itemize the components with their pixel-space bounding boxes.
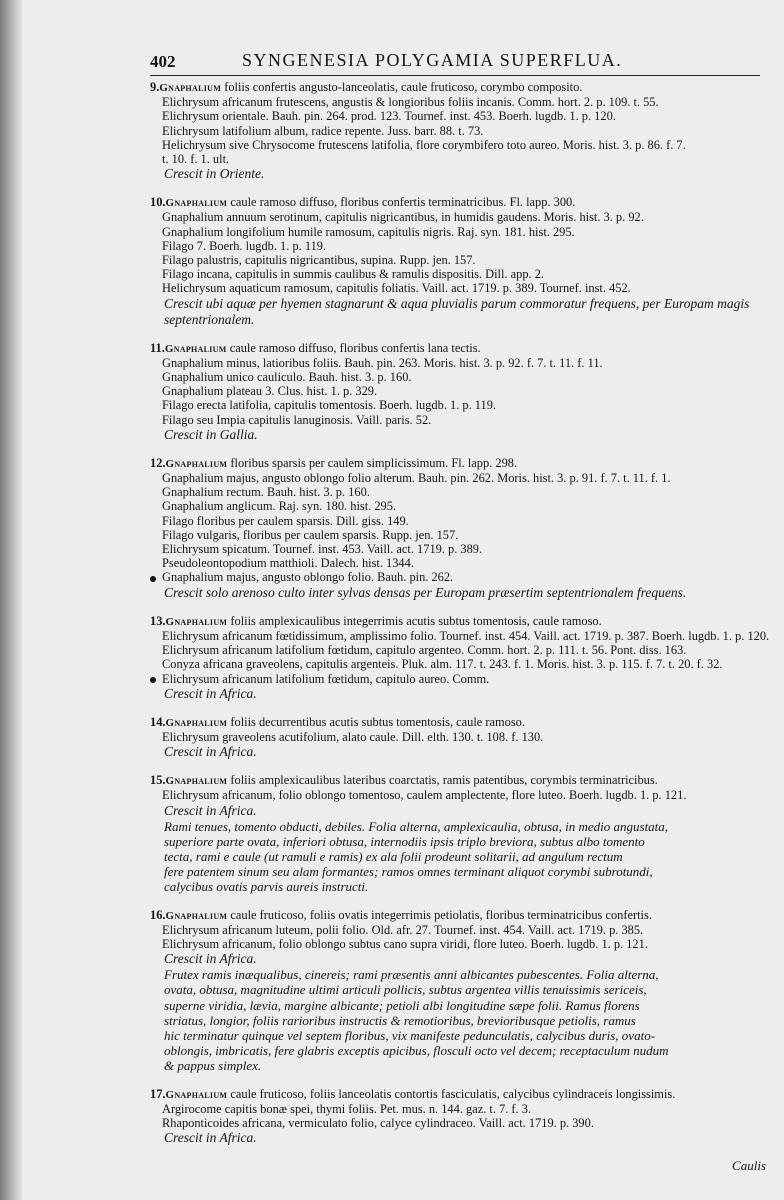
bullet-mark [150,677,156,683]
diagnosis-text: caule fruticoso, foliis lanceolatis contortis fasciculatis, calycibus cylindraceis longissimis. [230,1086,676,1101]
synonym-line [150,657,770,671]
synonym-text: Helichrysum aquaticum ramosum, capitulis foliatis. Vaill. act. 1719. p. 389. Tournef. inst. 452. [162,281,631,296]
description-line: ovata, obtusa, magnitudine ultimi articuli pollicis, subtus argentea villis tenuissimis sericeis, [164,982,647,998]
synonym-text: Elichrysum africanum, folio oblongo subtus cano supra viridi, flore luteo. Boerh. lugdb. 1. p. 121. [162,936,648,951]
entry-genus: Gnaphalium [165,197,228,210]
entry-diagnosis [150,773,770,788]
synonym-line [150,281,770,295]
synonym-line [150,109,770,123]
description-line: Rami tenues, tomento obducti, debiles. Folia alterna, amplexicaulia, obtusa, in medio angustata, [164,818,669,834]
synonym-text: Conyza africana graveolens, capitulis argenteis. Pluk. alm. 117. t. 243. f. 1. Moris. hist. 3. p. 115. f. 7. t. 20. f. 32. [162,657,723,672]
synonym-text: Gnaphalium annuum serotinum, capitulis nigricantibus, in humidis gaudens. Moris. hist. 3. p. 92. [162,210,644,225]
synonym-line [150,528,770,542]
entry-genus: Gnaphalium [165,909,228,922]
habitat-line: Crescit in Africa. [164,744,257,760]
running-head: SYNGENESIA POLYGAMIA SUPERFLUA. [242,50,623,70]
species-entry [150,773,770,894]
description-line: Frutex ramis inæqualibus, cinereis; rami præsentis anni albicantes pubescentes. Folia alterna, [164,967,659,983]
habitat-line: Crescit in Africa. [164,951,257,967]
entry-number: 13. [150,613,166,628]
synonym-text: Elichrysum africanum latifolium fœtidum, capitulo aureo. Comm. [162,671,490,686]
synonym-text: Filago 7. Boerh. lugdb. 1. p. 119. [162,238,327,253]
synonym-line [150,152,770,166]
synonym-text: Elichrysum africanum, folio oblongo tomentoso, caulem amplectente, flore luteo. Boerh. lugdb. 1. p. 121. [162,788,687,803]
synonym-text: Rhaponticoides africana, vermiculato folio, calyce cylindraceo. Vaill. act. 1719. p. 390. [162,1115,594,1130]
entry-genus: Gnaphalium [165,615,228,628]
entry-diagnosis [150,715,770,730]
diagnosis-text: caule ramoso diffuso, floribus confertis lana tectis. [229,340,481,355]
synonym-line [150,923,770,937]
description-line: striatus, longior, foliis rarioribus instructis & remotioribus, brevioribusque petiolis, ramus [164,1012,636,1028]
species-entry [150,80,770,182]
entry-genus: Gnaphalium [165,716,228,729]
synonym-line [150,384,770,398]
habitat-line: Crescit in Africa. [164,1130,257,1146]
synonym-text: t. 10. f. 1. ult. [162,152,230,167]
synonym-text: Pseudoleontopodium matthioli. Dalech. hist. 1344. [162,556,414,571]
synonym-line [150,672,770,686]
synonym-text: Filago seu Impia capitulis lanuginosis. Vaill. paris. 52. [162,412,432,427]
diagnosis-text: caule ramoso diffuso, floribus confertis terminatricibus. Fl. lapp. 300. [230,195,576,210]
synonym-text: Gnaphalium majus, angusto oblongo folio alterum. Bauh. pin. 262. Moris. hist. 3. p. 91. f. 7. t. 11. f. 1. [162,471,671,486]
entry-number: 15. [150,773,166,788]
description-line: & pappus simplex. [164,1058,262,1074]
synonym-line [150,398,770,412]
entry-number: 17. [150,1086,166,1101]
entry-number: 11. [150,340,165,355]
entry-diagnosis [150,456,770,471]
description-line: superne viridia, lævia, margine albicante; petioli albi longitudine sæpe folii. Ramus florens [164,997,640,1013]
entry-genus: Gnaphalium [159,82,222,94]
synonym-text: Gnaphalium minus, latioribus foliis. Bauh. pin. 263. Moris. hist. 3. p. 92. f. 7. t. 11. f. 11. [162,355,603,370]
entry-number: 12. [150,455,166,470]
synonym-line [150,413,770,427]
habitat-line: Crescit in Oriente. [164,166,265,182]
synonym-line [150,95,770,109]
synonym-text: Elichrysum spicatum. Tournef. inst. 453. Vaill. act. 1719. p. 389. [162,542,483,557]
synonym-line [150,239,770,253]
habitat-line: Crescit in Gallia. [164,426,258,442]
entry-number: 14. [150,714,166,729]
synonym-line [150,370,770,384]
synonym-line [150,937,770,951]
bullet-mark [150,576,156,582]
species-entry [150,456,770,601]
diagnosis-text: caule fruticoso, foliis ovatis integerrimis petiolatis, floribus terminatricibus confertis. [230,907,652,922]
synonym-line [150,210,770,224]
synonym-line [150,643,770,657]
entry-diagnosis [150,908,770,923]
synonym-text: Gnaphalium plateau 3. Clus. hist. 1. p. 329. [162,384,378,399]
synonym-text: Filago palustris, capitulis nigricantibus, supina. Rupp. jen. 157. [162,253,476,268]
synonym-text: Filago floribus per caulem sparsis. Dill. giss. 149. [162,513,409,528]
habitat-line: Crescit in Africa. [164,685,257,701]
description-line: fere patentem sinum seu alam formantes; ramos omnes terminant aliquot corymbi subrotundi, [164,864,653,880]
species-entry [150,195,770,327]
synonym-text: Elichrysum africanum fœtidissimum, amplissimo folio. Tournef. inst. 454. Vaill. act. 1719. p. 387. Boerh. lugdb. 1. p. 120. [162,628,770,643]
synonym-text: Filago incana, capitulis in summis caulibus & ramulis dispositis. Dill. app. 2. [162,267,545,282]
synonym-line [150,253,770,267]
diagnosis-text: foliis amplexicaulibus lateribus coarctatis, ramis patentibus, corymbis terminatricibus. [230,773,658,788]
synonym-text: Elichrysum africanum luteum, polii folio. Old. afr. 27. Tournef. inst. 454. Vaill. act. 1719. p. 385. [162,922,644,937]
synonym-line [150,138,770,152]
species-entry [150,1087,770,1147]
synonym-text: Elichrysum africanum frutescens, angustis & longioribus foliis incanis. Comm. hort. 2. p. 109. t. 55. [162,95,659,110]
synonym-line [150,267,770,281]
synonym-line [150,471,770,485]
entry-diagnosis [150,195,770,210]
synonym-text: Elichrysum africanum latifolium fœtidum, capitulo argenteo. Comm. hort. 2. p. 111. t. 56. Pont. diss. 163. [162,643,687,658]
entry-diagnosis [150,1087,770,1102]
entry-genus: Gnaphalium [165,1088,228,1101]
entry-number: 10. [150,195,166,210]
header-rule [150,75,760,76]
entry-diagnosis [150,341,770,356]
synonym-text: Argirocome capitis bonæ spei, thymi foliis. Pet. mus. n. 144. gaz. t. 7. f. 3. [162,1101,532,1116]
synonym-text: Gnaphalium longifolium humile ramosum, capitulis nigris. Raj. syn. 181. hist. 295. [162,224,575,239]
synonym-text: Filago vulgaris, floribus per caulem sparsis. Rupp. jen. 157. [162,527,459,542]
diagnosis-text: foliis decurrentibus acutis subtus tomentosis, caule ramoso. [230,714,525,729]
diagnosis-text: foliis confertis angusto-lanceolatis, caule fruticoso, corymbo composito. [224,80,583,94]
entry-genus: Gnaphalium [165,457,228,470]
synonym-line [150,356,770,370]
description-line: tecta, rami e caule (ut ramuli e ramis) ex ala folii prodeunt solitarii, ad angulum rectum [164,848,623,864]
diagnosis-text: foliis amplexicaulibus integerrimis acutis subtus tomentosis, caule ramoso. [230,613,602,628]
page-number: 402 [150,52,176,71]
description-line: superiore parte ovata, inferiori obtusa, internodiis ipsis triplo breviora, subtus albo tomento [164,833,645,849]
diagnosis-text: floribus sparsis per caulem simplicissimum. Fl. lapp. 298. [230,455,518,470]
entry-genus: Gnaphalium [164,342,227,355]
synonym-line [150,485,770,499]
synonym-text: Elichrysum graveolens acutifolium, alato caule. Dill. elth. 130. t. 108. f. 130. [162,729,544,744]
synonym-line [150,499,770,513]
species-list [150,80,770,1159]
description-line: oblongis, imbricatis, fere glabris exceptis apicibus, flosculi octo vel decem; receptaculum nudum [164,1043,669,1059]
synonym-text: Gnaphalium rectum. Bauh. hist. 3. p. 160. [162,485,370,500]
synonym-text: Gnaphalium anglicum. Raj. syn. 180. hist. 295. [162,499,397,514]
synonym-text: Elichrysum orientale. Bauh. pin. 264. prod. 123. Tournef. inst. 453. Boerh. lugdb. 1. p. 120. [162,109,616,124]
description-line: calycibus ovatis parvis aureis instructi. [164,879,369,895]
synonym-text: Helichrysum sive Chrysocome frutescens latifolia, flore corymbifero toto aureo. Moris. hist. 3. p. 86. f. 7. [162,137,686,152]
synonym-text: Gnaphalium majus, angusto oblongo folio. Bauh. pin. 262. [162,570,454,585]
habitat-line: Crescit in Africa. [164,802,257,818]
entry-number: 9. [150,80,160,94]
synonym-line [150,1116,770,1130]
habitat-line: Crescit solo arenoso culto inter sylvas densas per Europam præsertim septentrionalem frequens. [164,584,687,600]
synonym-line [150,629,770,643]
species-entry [150,908,770,1074]
page-gutter [0,0,22,1200]
entry-number: 16. [150,907,166,922]
synonym-line [150,556,770,570]
species-entry [150,614,770,702]
synonym-line [150,124,770,138]
synonym-line [150,1102,770,1116]
habitat-line: Crescit ubi aquæ per hyemen stagnarunt & aqua pluvialis parum commoratur frequens, per Europam magis septentrionalem. [164,295,750,327]
entry-diagnosis [150,80,770,95]
synonym-text: Elichrysum latifolium album, radice repente. Juss. barr. 88. t. 73. [162,123,484,138]
synonym-line [150,225,770,239]
synonym-text: Gnaphalium unico cauliculo. Bauh. hist. 3. p. 160. [162,370,412,385]
entry-genus: Gnaphalium [165,775,228,788]
synonym-line [150,542,770,556]
description-line: hic terminatur quinque vel septem floribus, vix manifeste pedunculatis, calycibus duris, ovato- [164,1027,656,1043]
entry-diagnosis [150,614,770,629]
synonym-line [150,514,770,528]
synonym-line [150,570,770,584]
species-entry [150,341,770,443]
catchword: Caulis [732,1158,766,1173]
synonym-text: Filago erecta latifolia, capitulis tomentosis. Boerh. lugdb. 1. p. 119. [162,398,497,413]
species-entry [150,715,770,760]
page-header [150,50,760,72]
synonym-line [150,730,770,744]
synonym-line [150,788,770,802]
